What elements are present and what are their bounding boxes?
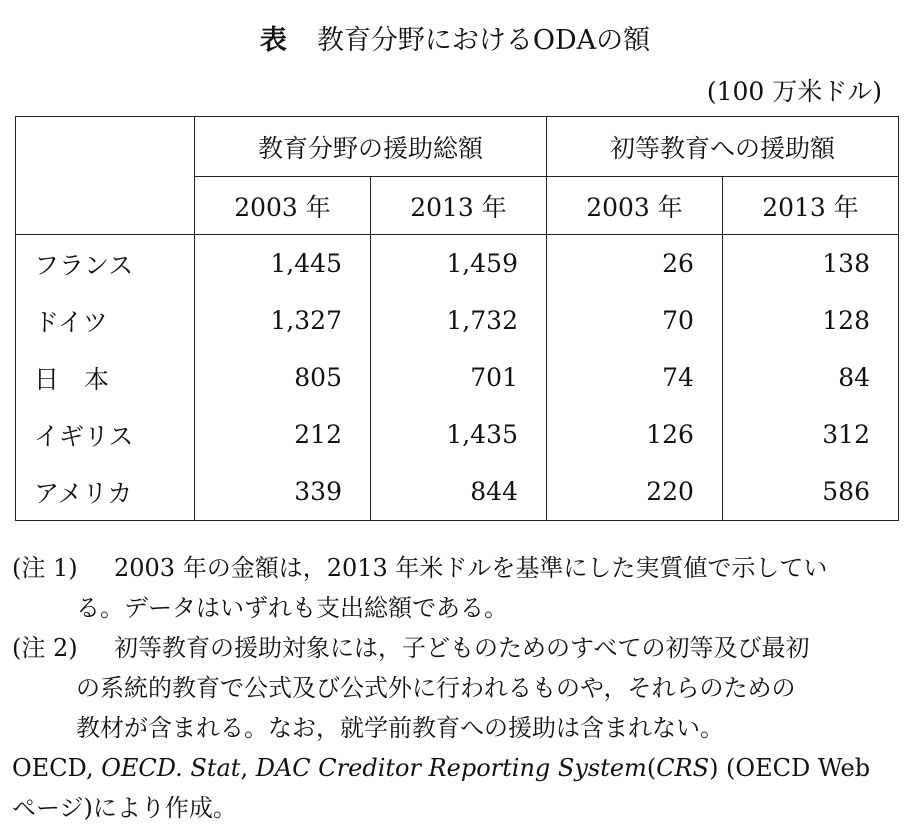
source-italic: OECD. Stat [101,754,241,782]
value-cell: 138 [722,235,898,293]
value-cell: 128 [722,292,898,349]
note-text: る。データはいずれも支出総額である。 [76,594,508,622]
note-tag: (注 2) [12,634,78,662]
table-row [16,292,899,349]
value-cell: 339 [195,463,371,521]
group-header-total: 教育分野の援助総額 [195,117,547,177]
source-tail: ) (OECD Web [709,754,871,782]
value-cell: 1,327 [195,292,371,349]
value-cell: 1,459 [370,235,546,293]
value-cell: 805 [195,349,371,406]
value-cell: 1,732 [370,292,546,349]
value-cell: 126 [546,406,722,463]
source-citation [12,748,892,828]
group-header-primary: 初等教育への援助額 [546,117,898,177]
value-cell: 1,445 [195,235,371,293]
source-line-2: ページ)により作成。 [12,794,237,822]
value-cell: 212 [195,406,371,463]
value-cell: 701 [370,349,546,406]
value-cell: 312 [722,406,898,463]
table-row [16,463,899,521]
note-1 [12,548,892,628]
country-name: アメリカ [16,463,195,521]
corner-cell [16,117,195,235]
year-header: 2013 年 [722,177,898,235]
value-cell: 26 [546,235,722,293]
country-name: 日 本 [16,349,195,406]
country-name: ドイツ [16,292,195,349]
oda-table [15,116,899,521]
year-header: 2013 年 [370,177,546,235]
source-italic: DAC Creditor Reporting System [255,754,647,782]
note-tag: (注 1) [12,554,78,582]
table-label: 表 [259,25,287,56]
source-line [12,748,892,788]
value-cell: 586 [722,463,898,521]
note-text: の系統的教育で公式及び公式外に行われるものや，それらのための [76,674,796,702]
page-title [0,18,910,57]
notes-section [12,548,892,828]
note-text: 教材が含まれる。なお，就学前教育への援助は含まれない。 [76,714,724,742]
table-row [16,349,899,406]
year-header: 2003 年 [546,177,722,235]
table-title: 教育分野におけるODAの額 [316,25,651,56]
table-row [16,406,899,463]
note-2 [12,628,892,748]
unit-note: (100 万米ドル) [706,77,882,106]
group-header-row [16,117,899,177]
source-org: OECD, [12,754,102,782]
table-row [16,235,899,293]
value-cell: 1,435 [370,406,546,463]
value-cell: 70 [546,292,722,349]
country-name: フランス [16,235,195,293]
source-paren: ( [646,754,657,782]
note-text: 2003 年の金額は，2013 年米ドルを基準にした実質値で示してい [114,554,828,582]
value-cell: 74 [546,349,722,406]
year-header: 2003 年 [195,177,371,235]
value-cell: 844 [370,463,546,521]
note-text: 初等教育の援助対象には，子どものためのすべての初等及び最初 [114,634,810,662]
source-italic: CRS [656,754,710,782]
value-cell: 84 [722,349,898,406]
value-cell: 220 [546,463,722,521]
country-name: イギリス [16,406,195,463]
source-sep: , [240,754,256,782]
